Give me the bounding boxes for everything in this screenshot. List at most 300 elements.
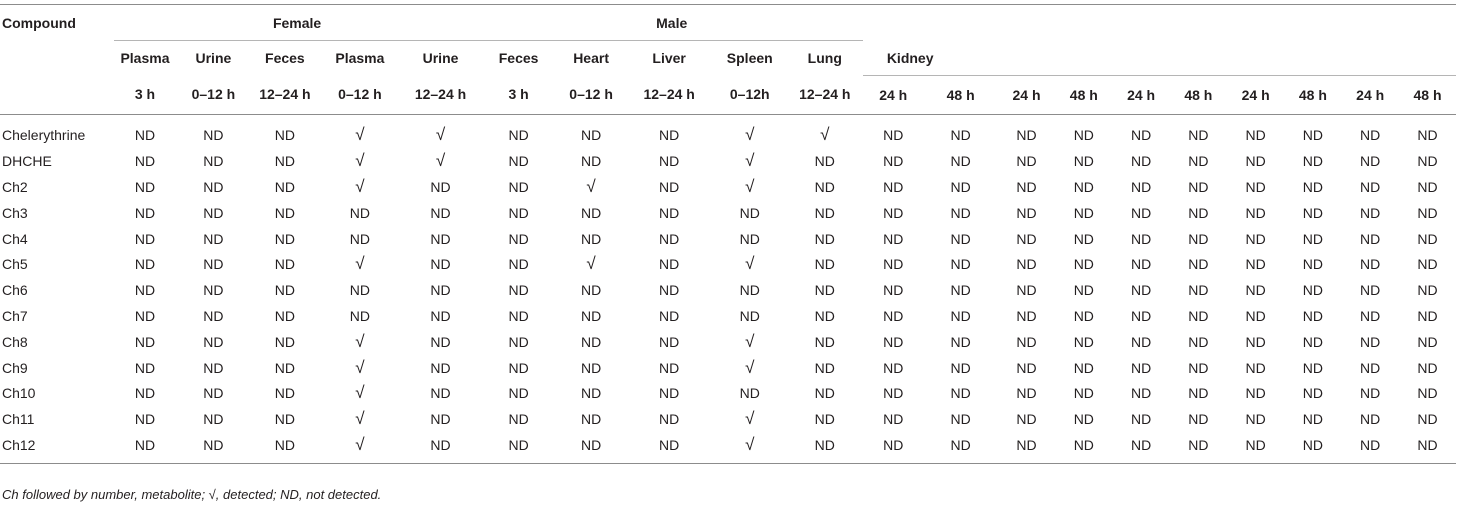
table-row (0, 355, 1456, 381)
detected-cell: √ (745, 254, 755, 274)
not-detected-cell: ND (430, 307, 451, 324)
not-detected-cell: ND (1245, 127, 1266, 144)
detected-cell: √ (435, 151, 446, 171)
detected-cell: √ (745, 176, 755, 196)
not-detected-cell: ND (950, 333, 971, 350)
not-detected-cell: ND (1016, 359, 1037, 376)
not-detected-cell: ND (134, 307, 156, 324)
not-detected-cell: ND (1188, 359, 1209, 376)
not-detected-cell: ND (883, 256, 904, 273)
tissue-header: Urine (422, 50, 459, 66)
not-detected-cell: ND (659, 256, 680, 273)
not-detected-cell: ND (203, 385, 224, 402)
not-detected-cell: ND (1073, 256, 1094, 273)
not-detected-cell: ND (814, 411, 835, 428)
time-header: 24 h (1112, 75, 1170, 114)
time-header: 48 h (1285, 75, 1342, 114)
not-detected-cell: ND (659, 307, 680, 324)
not-detected-cell: ND (481, 432, 557, 463)
tissue-header-blank (998, 41, 1113, 76)
not-detected-cell: ND (1016, 127, 1037, 144)
not-detected-cell: ND (580, 385, 602, 402)
not-detected-cell: ND (203, 359, 224, 376)
not-detected-cell: ND (1360, 307, 1381, 324)
not-detected-cell: ND (1073, 282, 1094, 299)
not-detected-cell: ND (883, 153, 904, 170)
not-detected-cell: ND (203, 153, 224, 170)
not-detected-cell: ND (580, 230, 602, 247)
not-detected-cell: ND (1188, 411, 1209, 428)
not-detected-cell: ND (814, 385, 835, 402)
not-detected-cell: ND (659, 282, 680, 299)
not-detected-cell: ND (274, 127, 295, 144)
compound-name: Ch3 (2, 204, 28, 221)
not-detected-cell: ND (1302, 385, 1324, 402)
not-detected-cell: ND (950, 178, 971, 195)
time-header: 3 h (481, 75, 557, 114)
compound-name: Ch9 (2, 359, 28, 376)
not-detected-cell: ND (557, 432, 626, 463)
not-detected-cell: ND (1016, 385, 1037, 402)
not-detected-cell: ND (134, 411, 156, 428)
not-detected-cell: ND (508, 127, 529, 144)
not-detected-cell: ND (430, 256, 451, 273)
not-detected-cell: ND (1302, 307, 1324, 324)
not-detected-cell: ND (1188, 127, 1209, 144)
time-header: 24 h (863, 75, 924, 114)
compound-name: Ch8 (2, 333, 28, 350)
detected-cell: √ (586, 254, 596, 274)
not-detected-cell: ND (1245, 178, 1266, 195)
not-detected-cell: ND (1188, 256, 1209, 273)
tissue-header-kidney: Kidney (863, 41, 998, 76)
not-detected-cell: ND (814, 230, 835, 247)
not-detected-cell: ND (739, 385, 760, 402)
not-detected-cell: ND (950, 307, 971, 324)
not-detected-cell: ND (1360, 411, 1381, 428)
not-detected-cell: ND (883, 333, 904, 350)
not-detected-cell: ND (739, 204, 760, 221)
not-detected-cell: ND (580, 359, 602, 376)
not-detected-cell: ND (1188, 230, 1209, 247)
detected-cell: √ (355, 254, 365, 274)
not-detected-cell: ND (1188, 385, 1209, 402)
compound-name: Ch6 (2, 282, 28, 299)
not-detected-cell: ND (1130, 204, 1152, 221)
not-detected-cell: ND (274, 333, 295, 350)
not-detected-cell: ND (274, 411, 295, 428)
not-detected-cell: ND (508, 230, 529, 247)
not-detected-cell: ND (1073, 204, 1094, 221)
table-row (0, 200, 1456, 226)
tissue-header: Spleen (726, 50, 773, 66)
detected-cell: √ (745, 357, 755, 377)
not-detected-cell: ND (580, 411, 602, 428)
not-detected-cell: ND (1130, 127, 1152, 144)
not-detected-cell: ND (1016, 307, 1037, 324)
not-detected-cell: ND (1417, 127, 1438, 144)
not-detected-cell: ND (1016, 230, 1037, 247)
tissue-header-blank (1112, 41, 1227, 76)
not-detected-cell: ND (814, 282, 835, 299)
not-detected-cell: ND (1245, 204, 1266, 221)
not-detected-cell: ND (1417, 333, 1438, 350)
group-header-female: Female (114, 5, 481, 41)
compound-name: Ch10 (2, 385, 36, 402)
not-detected-cell: ND (1073, 127, 1094, 144)
not-detected-cell: ND (508, 178, 529, 195)
time-header: 0–12 h (319, 75, 400, 114)
not-detected-cell: ND (508, 256, 529, 273)
not-detected-cell: ND (1130, 153, 1152, 170)
detected-cell: √ (355, 125, 365, 145)
not-detected-cell: ND (1245, 230, 1266, 247)
not-detected-cell: ND (430, 411, 451, 428)
not-detected-cell: ND (1417, 256, 1438, 273)
not-detected-cell: ND (1360, 178, 1381, 195)
not-detected-cell: ND (1073, 333, 1094, 350)
detected-cell: √ (355, 409, 365, 429)
not-detected-cell: ND (950, 385, 971, 402)
not-detected-cell: ND (1417, 153, 1438, 170)
not-detected-cell: ND (1245, 359, 1266, 376)
tissue-header-blank (0, 41, 114, 76)
detected-cell: √ (745, 151, 755, 171)
not-detected-cell: ND (400, 432, 480, 463)
not-detected-cell: ND (203, 230, 224, 247)
not-detected-cell: ND (1417, 178, 1438, 195)
detected-cell: √ (355, 357, 365, 377)
not-detected-cell: ND (1360, 282, 1381, 299)
not-detected-cell: ND (349, 282, 371, 299)
not-detected-cell: ND (1016, 282, 1037, 299)
not-detected-cell: ND (430, 230, 451, 247)
detected-cell: √ (355, 151, 365, 171)
time-header: 12–24 h (250, 75, 319, 114)
not-detected-cell: ND (1302, 204, 1324, 221)
not-detected-cell: ND (1360, 230, 1381, 247)
time-header: 48 h (1170, 75, 1227, 114)
not-detected-cell: ND (659, 359, 680, 376)
table-row (0, 114, 1456, 148)
not-detected-cell: ND (134, 385, 156, 402)
not-detected-cell: ND (1130, 256, 1152, 273)
not-detected-cell: ND (430, 333, 451, 350)
detected-cell: √ (586, 176, 596, 196)
not-detected-cell: ND (349, 230, 371, 247)
not-detected-cell: ND (1073, 359, 1094, 376)
not-detected-cell: ND (508, 411, 529, 428)
not-detected-cell: ND (580, 127, 602, 144)
tissue-header: Liver (652, 50, 686, 66)
not-detected-cell: ND (1417, 282, 1438, 299)
tissue-header: Plasma (335, 50, 385, 66)
not-detected-cell: ND (1302, 178, 1324, 195)
not-detected-cell: ND (1130, 385, 1152, 402)
not-detected-cell: ND (950, 282, 971, 299)
time-header: 0–12 h (557, 75, 626, 114)
not-detected-cell: ND (430, 178, 451, 195)
not-detected-cell: ND (508, 204, 529, 221)
not-detected-cell: ND (1055, 432, 1112, 463)
not-detected-cell: ND (863, 432, 924, 463)
detected-cell: √ (745, 125, 755, 145)
time-header: 48 h (1055, 75, 1112, 114)
time-header: 0–12 h (176, 75, 250, 114)
not-detected-cell: ND (1073, 153, 1094, 170)
not-detected-cell: ND (580, 153, 602, 170)
not-detected-cell: ND (1302, 127, 1324, 144)
group-header-empty (863, 5, 1456, 41)
not-detected-cell: ND (274, 153, 295, 170)
not-detected-cell: ND (814, 333, 835, 350)
compound-detection-table (0, 4, 1456, 464)
not-detected-cell: ND (274, 385, 295, 402)
not-detected-cell: ND (134, 282, 156, 299)
not-detected-cell: ND (814, 153, 835, 170)
not-detected-cell: ND (1188, 307, 1209, 324)
time-header: 48 h (1399, 75, 1456, 114)
not-detected-cell: ND (134, 333, 156, 350)
not-detected-cell: ND (134, 359, 156, 376)
detected-cell: √ (745, 331, 755, 351)
not-detected-cell: ND (814, 307, 835, 324)
not-detected-cell: ND (508, 359, 529, 376)
table-row (0, 277, 1456, 303)
not-detected-cell: ND (1073, 307, 1094, 324)
time-header: 48 h (924, 75, 998, 114)
detected-cell: √ (355, 331, 365, 351)
detected-cell: √ (713, 432, 787, 463)
not-detected-cell: ND (1360, 153, 1381, 170)
tissue-header: Feces (498, 50, 539, 66)
tissue-header-blank (1227, 41, 1342, 76)
not-detected-cell: ND (814, 178, 835, 195)
not-detected-cell: ND (508, 153, 529, 170)
detected-cell: √ (355, 383, 365, 403)
not-detected-cell: ND (274, 307, 295, 324)
table-row (0, 303, 1456, 329)
not-detected-cell: ND (134, 204, 156, 221)
not-detected-cell: ND (1302, 282, 1324, 299)
not-detected-cell: ND (659, 230, 680, 247)
not-detected-cell: ND (950, 359, 971, 376)
table-row (0, 406, 1456, 432)
not-detected-cell: ND (1188, 333, 1209, 350)
not-detected-cell: ND (1285, 432, 1342, 463)
table-row (0, 148, 1456, 174)
not-detected-cell: ND (739, 282, 760, 299)
not-detected-cell: ND (1016, 411, 1037, 428)
table-footnote: Ch followed by number, metabolite; √, detected; ND, not detected. (2, 487, 382, 502)
not-detected-cell: ND (1302, 153, 1324, 170)
not-detected-cell: ND (883, 282, 904, 299)
not-detected-cell: ND (659, 411, 680, 428)
not-detected-cell: ND (950, 256, 971, 273)
not-detected-cell: ND (1360, 256, 1381, 273)
not-detected-cell: ND (430, 385, 451, 402)
not-detected-cell: ND (659, 204, 680, 221)
not-detected-cell: ND (134, 153, 156, 170)
not-detected-cell: ND (1245, 282, 1266, 299)
not-detected-cell: ND (1130, 178, 1152, 195)
not-detected-cell: ND (203, 256, 224, 273)
not-detected-cell: ND (1417, 385, 1438, 402)
not-detected-cell: ND (659, 153, 680, 170)
time-header: 0–12h (713, 75, 787, 114)
not-detected-cell: ND (1360, 204, 1381, 221)
not-detected-cell: ND (1130, 282, 1152, 299)
not-detected-cell: ND (1016, 204, 1037, 221)
not-detected-cell: ND (1417, 359, 1438, 376)
time-header: 12–24 h (787, 75, 863, 114)
not-detected-cell: ND (134, 127, 156, 144)
not-detected-cell: ND (274, 282, 295, 299)
not-detected-cell: ND (883, 385, 904, 402)
time-header: 12–24 h (626, 75, 713, 114)
table-row (0, 432, 1456, 463)
group-header-male: Male (481, 5, 863, 41)
not-detected-cell: ND (430, 282, 451, 299)
not-detected-cell: ND (203, 411, 224, 428)
not-detected-cell: ND (580, 307, 602, 324)
not-detected-cell: ND (134, 178, 156, 195)
tissue-header-row (0, 41, 1456, 76)
time-header: 12–24 h (400, 75, 480, 114)
not-detected-cell: ND (1170, 432, 1227, 463)
not-detected-cell: ND (1188, 178, 1209, 195)
not-detected-cell: ND (1302, 359, 1324, 376)
detected-cell: √ (820, 125, 830, 145)
not-detected-cell: ND (883, 127, 904, 144)
not-detected-cell: ND (274, 359, 295, 376)
not-detected-cell: ND (114, 432, 177, 463)
not-detected-cell: ND (274, 230, 295, 247)
detected-cell: √ (745, 409, 755, 429)
not-detected-cell: ND (814, 359, 835, 376)
not-detected-cell: ND (580, 282, 602, 299)
not-detected-cell: ND (1302, 333, 1324, 350)
not-detected-cell: ND (203, 307, 224, 324)
not-detected-cell: ND (814, 204, 835, 221)
time-header-blank (0, 75, 114, 114)
not-detected-cell: ND (203, 204, 224, 221)
not-detected-cell: ND (1245, 385, 1266, 402)
time-header: 24 h (1227, 75, 1285, 114)
not-detected-cell: ND (883, 230, 904, 247)
not-detected-cell: ND (1073, 230, 1094, 247)
not-detected-cell: ND (1130, 230, 1152, 247)
not-detected-cell: ND (1245, 333, 1266, 350)
not-detected-cell: ND (1360, 385, 1381, 402)
compound-name: DHCHE (2, 153, 52, 170)
not-detected-cell: ND (1130, 411, 1152, 428)
not-detected-cell: ND (1399, 432, 1456, 463)
compound-name: Ch5 (2, 256, 28, 273)
time-header: 3 h (114, 75, 177, 114)
not-detected-cell: ND (1360, 359, 1381, 376)
not-detected-cell: ND (1188, 282, 1209, 299)
table-row (0, 251, 1456, 277)
not-detected-cell: ND (203, 282, 224, 299)
not-detected-cell: ND (1245, 153, 1266, 170)
not-detected-cell: ND (1016, 256, 1037, 273)
tissue-header-blank (1341, 41, 1456, 76)
not-detected-cell: ND (883, 204, 904, 221)
not-detected-cell: ND (1227, 432, 1285, 463)
not-detected-cell: ND (950, 411, 971, 428)
not-detected-cell: ND (1302, 411, 1324, 428)
not-detected-cell: ND (508, 333, 529, 350)
not-detected-cell: ND (1417, 307, 1438, 324)
not-detected-cell: ND (739, 230, 760, 247)
tissue-header: Urine (195, 50, 232, 66)
not-detected-cell: ND (580, 204, 602, 221)
not-detected-cell: ND (659, 385, 680, 402)
table-row (0, 226, 1456, 252)
not-detected-cell: ND (739, 307, 760, 324)
not-detected-cell: ND (274, 256, 295, 273)
compound-name: Ch7 (2, 307, 28, 324)
detected-cell: √ (355, 176, 365, 196)
compound-name: Ch11 (2, 411, 35, 428)
not-detected-cell: ND (580, 333, 602, 350)
not-detected-cell: ND (1341, 432, 1399, 463)
not-detected-cell: ND (1073, 178, 1094, 195)
table-row (0, 174, 1456, 200)
not-detected-cell: ND (950, 204, 971, 221)
tissue-header: Heart (573, 50, 609, 66)
not-detected-cell: ND (134, 230, 156, 247)
not-detected-cell: ND (508, 385, 529, 402)
not-detected-cell: ND (1245, 411, 1266, 428)
not-detected-cell: ND (1130, 333, 1152, 350)
not-detected-cell: ND (1016, 153, 1037, 170)
not-detected-cell: ND (924, 432, 998, 463)
not-detected-cell: ND (1188, 153, 1209, 170)
not-detected-cell: ND (1417, 204, 1438, 221)
not-detected-cell: ND (250, 432, 319, 463)
not-detected-cell: ND (203, 178, 224, 195)
not-detected-cell: ND (1245, 307, 1266, 324)
compound-name: Chelerythrine (2, 127, 86, 144)
tissue-header: Plasma (120, 50, 170, 66)
not-detected-cell: ND (1417, 230, 1438, 247)
not-detected-cell: ND (1245, 256, 1266, 273)
time-header-row (0, 75, 1456, 114)
not-detected-cell: ND (274, 204, 295, 221)
table-body (0, 114, 1456, 463)
not-detected-cell: ND (659, 333, 680, 350)
not-detected-cell: ND (950, 127, 971, 144)
not-detected-cell: ND (349, 204, 371, 221)
not-detected-cell: ND (883, 178, 904, 195)
not-detected-cell: ND (626, 432, 713, 463)
not-detected-cell: ND (1360, 333, 1381, 350)
not-detected-cell: ND (787, 432, 863, 463)
not-detected-cell: ND (203, 333, 224, 350)
not-detected-cell: ND (349, 307, 371, 324)
not-detected-cell: ND (430, 359, 451, 376)
not-detected-cell: ND (1302, 256, 1324, 273)
not-detected-cell: ND (176, 432, 250, 463)
table-row (0, 380, 1456, 406)
time-header: 24 h (998, 75, 1056, 114)
not-detected-cell: ND (134, 256, 156, 273)
not-detected-cell: ND (998, 432, 1056, 463)
not-detected-cell: ND (883, 307, 904, 324)
compound-name: Ch4 (2, 230, 28, 247)
